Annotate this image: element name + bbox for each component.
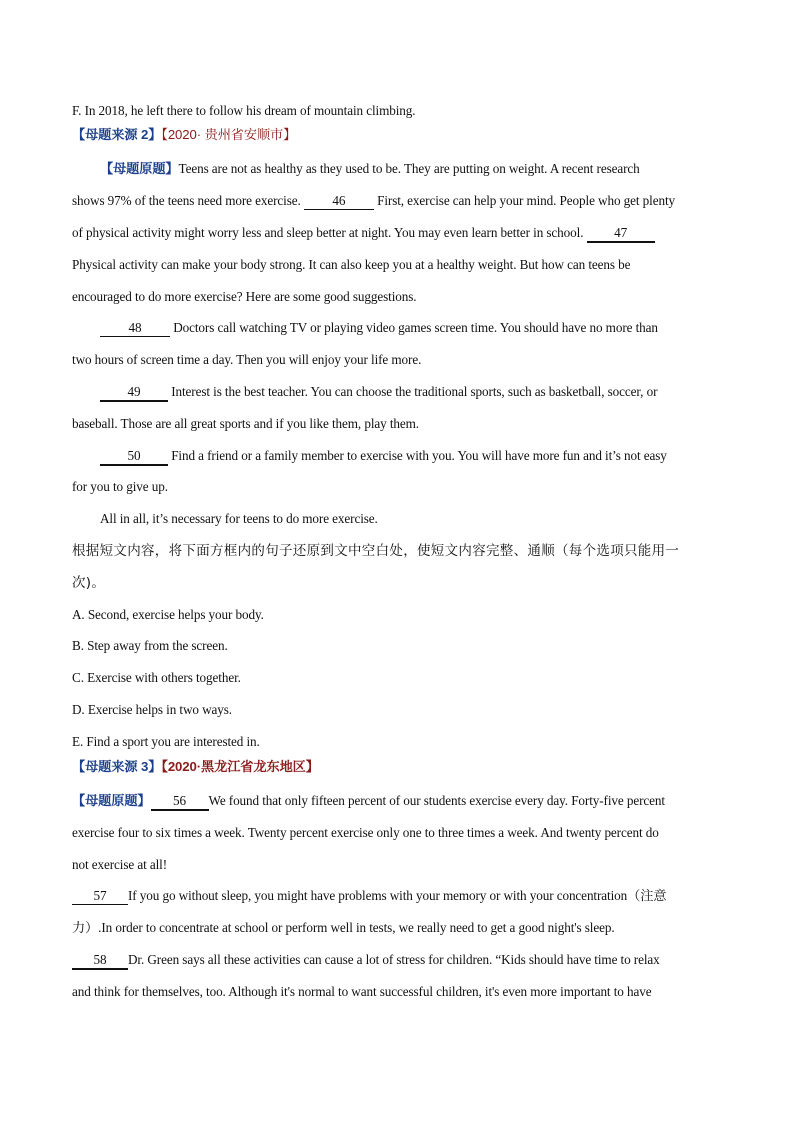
source-2-heading — [72, 125, 732, 145]
passage-text: and think for themselves, too. Although it's normal to want successful children, it's even more important to have — [72, 984, 652, 999]
passage-text: Physical activity can make your body strong. It can also keep you at a healthy weight. But how can teens be — [72, 257, 631, 272]
option-d — [72, 700, 732, 720]
option-text: B. Step away from the screen. — [72, 638, 228, 653]
blank-49[interactable]: 49 — [100, 383, 168, 402]
instruction-text: 次)。 — [72, 575, 106, 591]
passage-4-line-2 — [72, 477, 732, 497]
passage-1-line-1 — [100, 159, 732, 179]
source-2-tag: 【母题来源 2】 — [72, 127, 162, 142]
passage-text: baseball. Those are all great sports and if you like them, play them. — [72, 416, 419, 431]
passage-text: Interest is the best teacher. You can choose the traditional sports, such as basketball, soccer, or — [168, 384, 658, 399]
passage-q1-line-1 — [72, 791, 732, 811]
passage-text: shows 97% of the teens need more exercise. — [72, 193, 304, 208]
passage-2-line-2 — [72, 350, 732, 370]
option-text: E. Find a sport you are interested in. — [72, 734, 260, 749]
passage-1-line-5 — [72, 287, 732, 307]
option-f-text: F. In 2018, he left there to follow his dream of mountain climbing. — [72, 103, 416, 118]
passage-text: for you to give up. — [72, 479, 168, 494]
option-f — [72, 101, 732, 121]
passage-3-line-2 — [72, 414, 732, 434]
instruction-line-2 — [72, 573, 732, 593]
blank-57[interactable]: 57 — [72, 887, 128, 905]
passage-q2-line-2 — [72, 918, 732, 938]
blank-50[interactable]: 50 — [100, 447, 168, 466]
blank-48[interactable]: 48 — [100, 319, 170, 337]
blank-46[interactable]: 46 — [304, 192, 374, 210]
passage-text: not exercise at all! — [72, 857, 168, 872]
passage-q1-line-3 — [72, 855, 732, 875]
passage-q3-line-1 — [72, 950, 732, 970]
option-b — [72, 636, 732, 656]
passage-q3-line-2 — [72, 982, 732, 1002]
passage-text: First, exercise can help your mind. People who get plenty — [373, 193, 676, 208]
passage-5 — [100, 509, 732, 529]
passage-1-line-3 — [72, 223, 732, 243]
option-text: D. Exercise helps in two ways. — [72, 702, 232, 717]
original-question-tag: 【母题原题】 — [72, 793, 151, 808]
passage-text: of physical activity might worry less and sleep better at night. You may even learn better in school. — [72, 225, 587, 240]
passage-text: Doctors call watching TV or playing video games screen time. You should have no more than — [170, 320, 658, 335]
option-a — [72, 605, 732, 625]
option-text: C. Exercise with others together. — [72, 670, 241, 685]
passage-text: All in all, it’s necessary for teens to do more exercise. — [100, 511, 378, 526]
source-3-place: 【2020·黑龙江省龙东地区】 — [161, 759, 319, 774]
option-text: A. Second, exercise helps your body. — [72, 607, 264, 622]
source-2-place: 【2020· 贵州省安顺市】 — [161, 127, 297, 142]
passage-1-line-4 — [72, 255, 732, 275]
passage-q2-line-1 — [72, 886, 732, 906]
passage-text: Teens are not as healthy as they used to be. They are putting on weight. A recent research — [178, 161, 640, 176]
original-question-tag: 【母题原题】 — [100, 161, 179, 176]
passage-q1-line-2 — [72, 823, 732, 843]
passage-3-line-1 — [100, 382, 732, 402]
passage-text: If you go without sleep, you might have problems with your memory or with your concentration（注意 — [128, 888, 667, 903]
blank-56[interactable]: 56 — [151, 792, 209, 811]
passage-text: Find a friend or a family member to exercise with you. You will have more fun and it’s not easy — [168, 448, 667, 463]
instruction-line-1 — [72, 541, 732, 561]
passage-text: exercise four to six times a week. Twenty percent exercise only one to three times a week. And twenty percent do — [72, 825, 659, 840]
passage-text: two hours of screen time a day. Then you will enjoy your life more. — [72, 352, 422, 367]
passage-4-line-1 — [100, 446, 732, 466]
source-3-tag: 【母题来源 3】 — [72, 759, 162, 774]
option-e — [72, 732, 732, 752]
passage-text: We found that only fifteen percent of our students exercise every day. Forty-five percent — [208, 793, 665, 808]
instruction-text: 根据短文内容，将下面方框内的句子还原到文中空白处，使短文内容完整、通顺（每个选项只能用一 — [72, 543, 680, 559]
passage-text: Dr. Green says all these activities can cause a lot of stress for children. “Kids should have time to relax — [128, 952, 660, 967]
blank-47[interactable]: 47 — [587, 224, 655, 243]
passage-2-line-1 — [100, 318, 732, 338]
passage-text: encouraged to do more exercise? Here are some good suggestions. — [72, 289, 417, 304]
option-c — [72, 668, 732, 688]
passage-1-line-2 — [72, 191, 732, 211]
blank-58[interactable]: 58 — [72, 951, 128, 970]
source-3-heading — [72, 757, 732, 777]
passage-text: 力）.In order to concentrate at school or perform well in tests, we really need to get a good night's sleep. — [72, 920, 615, 935]
